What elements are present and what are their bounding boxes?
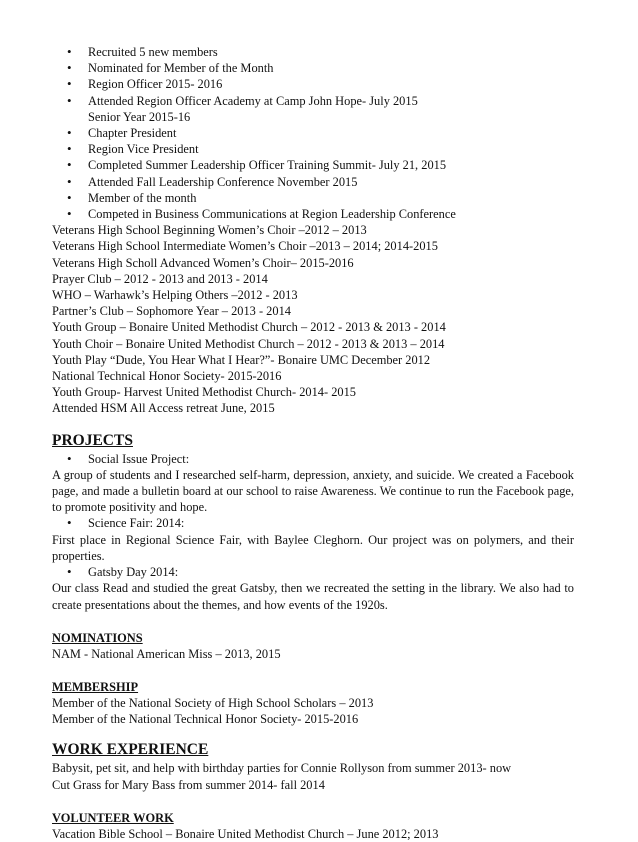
project-list: [52, 451, 574, 467]
projects-heading: PROJECTS: [52, 431, 133, 449]
project-list: [52, 564, 574, 580]
list-item: • Attended Fall Leadership Conference November 2015: [52, 174, 574, 190]
project-description: Our class Read and studied the great Gatsby, then we recreated the setting in the library. We also had to create presentations about the themes, and how events of the 1920s.: [52, 581, 574, 612]
senior-year-bullet-list: [52, 125, 574, 222]
activity-line: Veterans High Scholl Advanced Women’s Choir– 2015-2016: [52, 255, 354, 270]
membership-line: Member of the National Technical Honor Society- 2015-2016: [52, 712, 359, 727]
project-title: • Social Issue Project:: [52, 451, 574, 467]
volunteer-line: Vacation Bible School – Bonaire United Methodist Church – June 2012; 2013: [52, 826, 439, 841]
volunteer-work-heading: VOLUNTEER WORK: [52, 810, 174, 825]
activity-line: National Technical Honor Society- 2015-2016: [52, 369, 282, 384]
project-title: • Gatsby Day 2014:: [52, 564, 574, 580]
project-title: • Science Fair: 2014:: [52, 515, 574, 531]
activity-line: Veterans High School Intermediate Women’s Choir –2013 – 2014; 2014-2015: [52, 239, 438, 254]
activity-line: Veterans High School Beginning Women’s Choir –2012 – 2013: [52, 223, 367, 238]
senior-year-label: Senior Year 2015-16: [88, 109, 191, 124]
work-experience-heading: WORK EXPERIENCE: [52, 741, 209, 759]
list-item: • Recruited 5 new members: [52, 44, 574, 60]
nomination-line: NAM - National American Miss – 2013, 2015: [52, 646, 281, 661]
work-line: Cut Grass for Mary Bass from summer 2014- fall 2014: [52, 777, 325, 792]
list-item: • Competed in Business Communications at Region Leadership Conference: [52, 206, 574, 222]
activity-line: WHO – Warhawk’s Helping Others –2012 - 2013: [52, 288, 298, 303]
activity-line: Youth Play “Dude, You Hear What I Hear?”- Bonaire UMC December 2012: [52, 352, 431, 367]
list-item: • Region Vice President: [52, 141, 574, 157]
resume-page: [52, 44, 574, 842]
activity-bullet-list: [52, 44, 574, 109]
list-item: • Nominated for Member of the Month: [52, 60, 574, 76]
nominations-heading: NOMINATIONS: [52, 630, 143, 645]
activity-line: Prayer Club – 2012 - 2013 and 2013 - 2014: [52, 271, 268, 286]
list-item: • Chapter President: [52, 125, 574, 141]
activity-line: Youth Group- Harvest United Methodist Church- 2014- 2015: [52, 385, 357, 400]
list-item: • Completed Summer Leadership Officer Training Summit- July 21, 2015: [52, 157, 574, 173]
activity-line: Youth Choir – Bonaire United Methodist Church – 2012 - 2013 & 2013 – 2014: [52, 336, 445, 351]
project-list: [52, 515, 574, 531]
activity-line: Youth Group – Bonaire United Methodist Church – 2012 - 2013 & 2013 - 2014: [52, 320, 446, 335]
list-item: • Attended Region Officer Academy at Camp John Hope- July 2015: [52, 93, 574, 109]
membership-line: Member of the National Society of High School Scholars – 2013: [52, 695, 374, 710]
project-description: First place in Regional Science Fair, with Baylee Cleghorn. Our project was on polymers, and their properties.: [52, 532, 574, 563]
membership-heading: MEMBERSHIP: [52, 679, 139, 694]
list-item: • Member of the month: [52, 190, 574, 206]
project-description: A group of students and I researched self-harm, depression, anxiety, and suicide. We created a Facebook page, and made a bulletin board at our school to raise Awareness. We continue to run the Facebook page, to promote positivity and hope.: [52, 467, 574, 515]
list-item: • Region Officer 2015- 2016: [52, 76, 574, 92]
activity-lines: [52, 222, 574, 416]
activity-line: Partner’s Club – Sophomore Year – 2013 - 2014: [52, 304, 291, 319]
activity-line: Attended HSM All Access retreat June, 2015: [52, 401, 275, 416]
work-line: Babysit, pet sit, and help with birthday parties for Connie Rollyson from summer 2013- now: [52, 761, 512, 776]
